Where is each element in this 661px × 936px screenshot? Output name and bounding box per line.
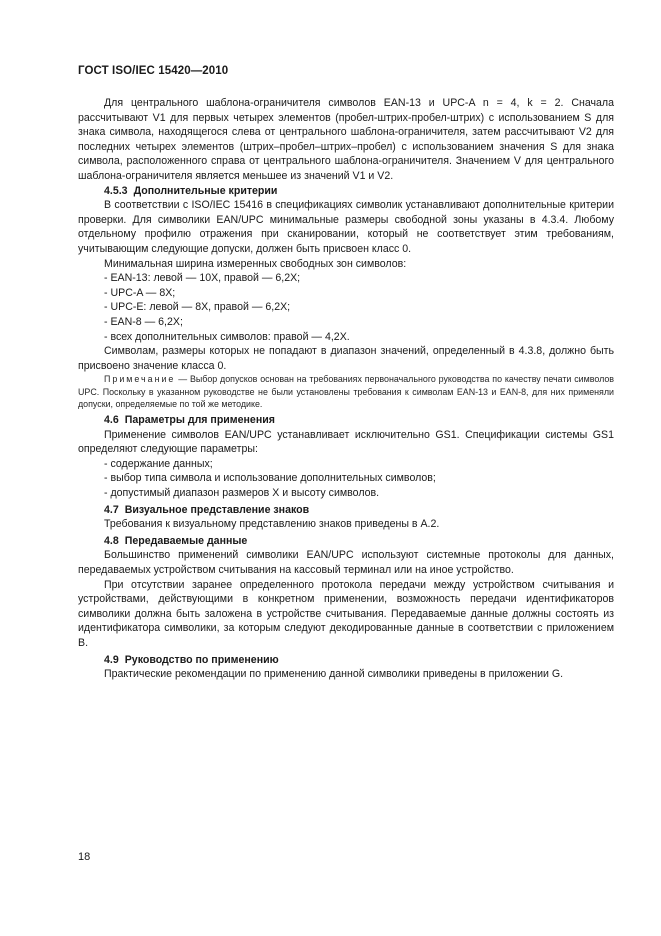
list-item: - EAN-13: левой — 10X, правой — 6,2X; (104, 272, 301, 285)
heading-4-5-3 (78, 184, 614, 199)
heading-title: Дополнительные критерии (133, 184, 278, 197)
list-item: - выбор типа символа и использование дополнительных символов; (104, 472, 436, 485)
paragraph-center-guard: Для центрального шаблона-ограничителя символов EAN-13 и UPC-A n = 4, k = 2. Сначала рассчитывают V1 для первых четырех элементов (пробел-штрих-пробел-штрих) с использованием S для знака символа, находящегося слева от центрального шаблона-ограничителя, затем рассчитывают V2 для последних четырех элементов (штрих–пробел–штрих–пробел) с использованием значения S для знака символа, расположенного справа от центрального шаблона-ограничителя. Значением V для центрального шаблона-ограничителя является меньшее из значений V1 и V2. (78, 97, 614, 182)
note-label: Примечание (104, 374, 176, 385)
list-item: - EAN-8 — 6,2X; (104, 315, 183, 328)
note-text: — Выбор допусков основан на требованиях первоначального руководства по качеству печати символов UPC. Поскольку в указанном руководстве не были установлены требования к символам EAN-13 и EAN-8, для них применяли допуски, определяемые по той же методике. (78, 374, 614, 410)
heading-4-7 (78, 503, 614, 518)
heading-number: 4.5.3 (104, 184, 128, 197)
paragraph-visual: Требования к визуальному представлению знаков приведены в А.2. (104, 518, 440, 531)
list-item: - UPC-A — 8X; (104, 286, 176, 299)
paragraph-transmission: При отсутствии заранее определенного протокола передачи между устройством считывания и устройствами, действующими в конкретном применении, возможность передачи идентификаторов символики должна быть заложена в устройстве считывания. Передаваемые данные должны состоять из идентификатора символики, за которым следуют декодированные данные в соответствии с приложением B. (78, 578, 614, 649)
document-header: ГОСТ ISO/IEC 15420—2010 (78, 65, 229, 77)
list-item: - UPC-E: левой — 8X, правой — 6,2X; (104, 301, 291, 314)
document-body (78, 96, 614, 682)
paragraph-gs1: Применение символов EAN/UPC устанавливает исключительно GS1. Спецификации системы GS1 определяют следующие параметры: (78, 428, 614, 456)
heading-4-9 (78, 653, 614, 668)
heading-title: Руководство по применению (124, 653, 279, 666)
list-item: - допустимый диапазон размеров X и высоту символов. (104, 487, 380, 500)
paragraph-guidance: Практические рекомендации по применению данной символики приведены в приложении G. (104, 668, 564, 681)
heading-number: 4.6 (104, 414, 119, 427)
paragraph-quiet-zone-intro: Минимальная ширина измеренных свободных зон символов: (104, 257, 407, 270)
heading-title: Параметры для применения (124, 414, 275, 427)
heading-number: 4.9 (104, 653, 119, 666)
heading-4-8 (78, 534, 614, 549)
heading-title: Визуальное представление знаков (124, 503, 310, 516)
heading-4-6 (78, 413, 614, 428)
paragraph-class-zero: Символам, размеры которых не попадают в диапазон значений, определенный в 4.3.8, должно быть присвоено значение класса 0. (78, 345, 614, 372)
paragraph-protocols: Большинство применений символики EAN/UPC используют системные протоколы для данных, передаваемых устройством считывания на кассовый терминал или на иное устройство. (78, 549, 614, 576)
heading-number: 4.7 (104, 503, 119, 516)
note (78, 373, 614, 411)
heading-number: 4.8 (104, 534, 119, 547)
heading-title: Передаваемые данные (124, 534, 248, 547)
list-item: - содержание данных; (104, 457, 213, 470)
paragraph-additional-criteria: В соответствии с ISO/IEC 15416 в спецификациях символик устанавливают дополнительные критерии проверки. Для символики EAN/UPC минимальные размеры свободной зоны указаны в 4.3.4. Любому отдельному профилю отражения при сканировании, который не соответствует этим требованиям, учитывающим следующие допуски, должен быть присвоен класс 0. (78, 199, 614, 255)
page-number: 18 (78, 851, 91, 863)
list-item: - всех дополнительных символов: правой — 4,2X. (104, 330, 350, 343)
